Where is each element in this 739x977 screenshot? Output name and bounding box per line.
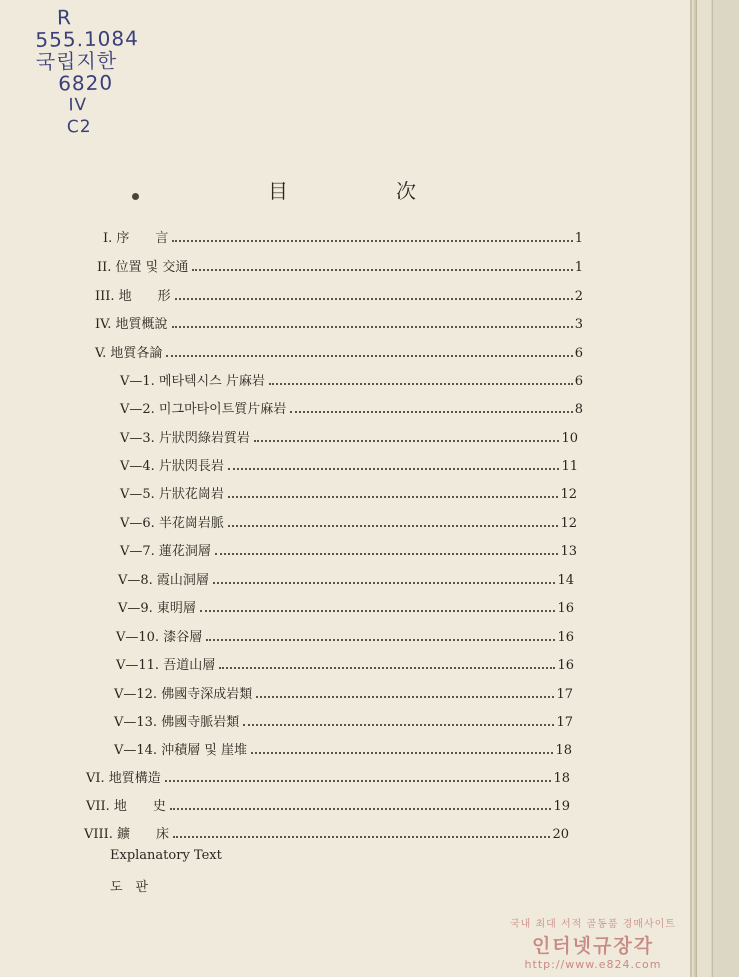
- toc-label: II. 位置 및 交通: [97, 260, 189, 275]
- toc-page: 19: [553, 799, 570, 814]
- toc-page: 2: [574, 289, 583, 304]
- toc-page: 18: [553, 771, 570, 786]
- toc-entry: [95, 343, 583, 361]
- toc-entry: [86, 796, 570, 814]
- dot-leader: [228, 524, 559, 527]
- toc-entry: [120, 513, 577, 531]
- toc-page: 8: [574, 402, 583, 417]
- toc-entry: [118, 598, 574, 616]
- toc-entry: [103, 228, 583, 246]
- toc-label: IV. 地質概說: [95, 317, 168, 332]
- toc-page: 3: [574, 317, 583, 332]
- toc-page: 1: [574, 231, 583, 246]
- watermark-url: http://www.e824.com: [524, 958, 662, 971]
- toc-label: V. 地質各論: [95, 346, 163, 361]
- dot-leader: [254, 439, 560, 442]
- toc-label: V—5. 片狀花崗岩: [120, 487, 224, 502]
- toc-page: 10: [561, 431, 578, 446]
- dot-leader: [165, 779, 552, 782]
- toc-entry: [120, 456, 578, 474]
- handwritten-line: R: [56, 5, 73, 30]
- toc-page: 17: [556, 687, 573, 702]
- toc-label: V—14. 沖積層 및 崖堆: [114, 743, 248, 758]
- toc-page: 16: [557, 630, 574, 645]
- toc-entry: [114, 712, 573, 730]
- dot-leader: [243, 723, 554, 726]
- toc-label: V—12. 佛國寺深成岩類: [114, 687, 253, 702]
- toc-entry: [116, 627, 574, 645]
- toc-label: V—8. 霞山洞層: [118, 573, 209, 588]
- toc-entry: [120, 541, 577, 559]
- dot-leader: [172, 325, 573, 328]
- toc-page: 16: [557, 658, 574, 673]
- toc-entry: [116, 655, 574, 673]
- dot-leader: [219, 666, 555, 669]
- dot-leader: [269, 382, 573, 385]
- seller-watermark: [478, 915, 708, 971]
- toc-entry: [118, 570, 574, 588]
- plates-entry: 도 판: [110, 880, 149, 895]
- toc-entry: [86, 768, 570, 786]
- dot-leader: [228, 467, 560, 470]
- handwritten-line: IV: [68, 95, 88, 116]
- title-char: 目: [268, 179, 290, 203]
- dot-leader: [192, 268, 572, 271]
- dot-leader: [256, 695, 554, 698]
- dot-leader: [170, 807, 552, 810]
- toc-label: V—1. 메타텍시스 片麻岩: [120, 374, 265, 389]
- watermark-brand: 인터넷규장각: [531, 935, 655, 957]
- toc-page: 12: [560, 516, 577, 531]
- toc-page: 18: [555, 743, 572, 758]
- dot-leader: [206, 638, 555, 641]
- toc-label: V—11. 吾道山層: [116, 658, 216, 673]
- toc-label: VI. 地質構造: [86, 771, 161, 786]
- toc-page: 12: [560, 487, 577, 502]
- toc-entry: [95, 286, 583, 304]
- toc-entry: [114, 684, 573, 702]
- page-edge: [712, 0, 739, 977]
- toc-label: V—7. 蓮花洞層: [120, 544, 211, 559]
- toc-entry: [97, 257, 583, 275]
- toc-entry: [120, 371, 583, 389]
- toc-page: 17: [556, 715, 573, 730]
- toc-page: 14: [557, 573, 574, 588]
- handwritten-line: C2: [66, 116, 92, 138]
- toc-entry: [84, 824, 569, 842]
- dot-leader: [175, 297, 573, 300]
- toc-label: V—3. 片狀閃綠岩質岩: [120, 431, 250, 446]
- dot-leader: [172, 239, 572, 242]
- toc-entry: [95, 314, 583, 332]
- dot-leader: [228, 495, 559, 498]
- dot-leader: [213, 581, 556, 584]
- dot-leader: [200, 609, 556, 612]
- toc-page: 6: [574, 374, 583, 389]
- toc-entry: [114, 740, 572, 758]
- dot-leader: [166, 354, 572, 357]
- toc-page: 13: [560, 544, 577, 559]
- toc-label: V—10. 漆谷層: [116, 630, 203, 645]
- toc-entry: [120, 484, 577, 502]
- toc-page: 11: [561, 459, 578, 474]
- dot-leader: [173, 835, 550, 838]
- toc-page: 20: [552, 827, 569, 842]
- toc-entry: [120, 428, 578, 446]
- handwritten-line: 국립지한: [35, 48, 118, 74]
- toc-label: V—6. 半花崗岩脈: [120, 516, 224, 531]
- handwritten-line: 555.1084: [35, 26, 140, 52]
- toc-page: 16: [557, 601, 574, 616]
- dot-leader: [251, 751, 553, 754]
- title-char: 次: [396, 179, 418, 203]
- toc-page: 1: [574, 260, 583, 275]
- toc-label: V—2. 미그마타이트質片麻岩: [120, 402, 287, 417]
- toc-label: III. 地 形: [95, 289, 171, 304]
- dot-leader: [215, 552, 559, 555]
- explanatory-text-entry: Explanatory Text: [110, 848, 222, 863]
- toc-page: 6: [574, 346, 583, 361]
- toc-label: V—13. 佛國寺脈岩類: [114, 715, 240, 730]
- toc-entry: [120, 399, 583, 417]
- toc-label: VII. 地 史: [86, 799, 166, 814]
- toc-label: VIII. 鑛 床: [84, 827, 170, 842]
- toc-label: I. 序 言: [103, 231, 169, 246]
- watermark-tagline: 국내 최대 서적 골동품 경매사이트: [510, 919, 676, 930]
- dot-leader: [290, 410, 572, 413]
- handwritten-line: 6820: [57, 70, 114, 96]
- toc-label: V—9. 東明層: [118, 601, 196, 616]
- page-edge: [696, 0, 711, 977]
- toc-label: V—4. 片狀閃長岩: [120, 459, 224, 474]
